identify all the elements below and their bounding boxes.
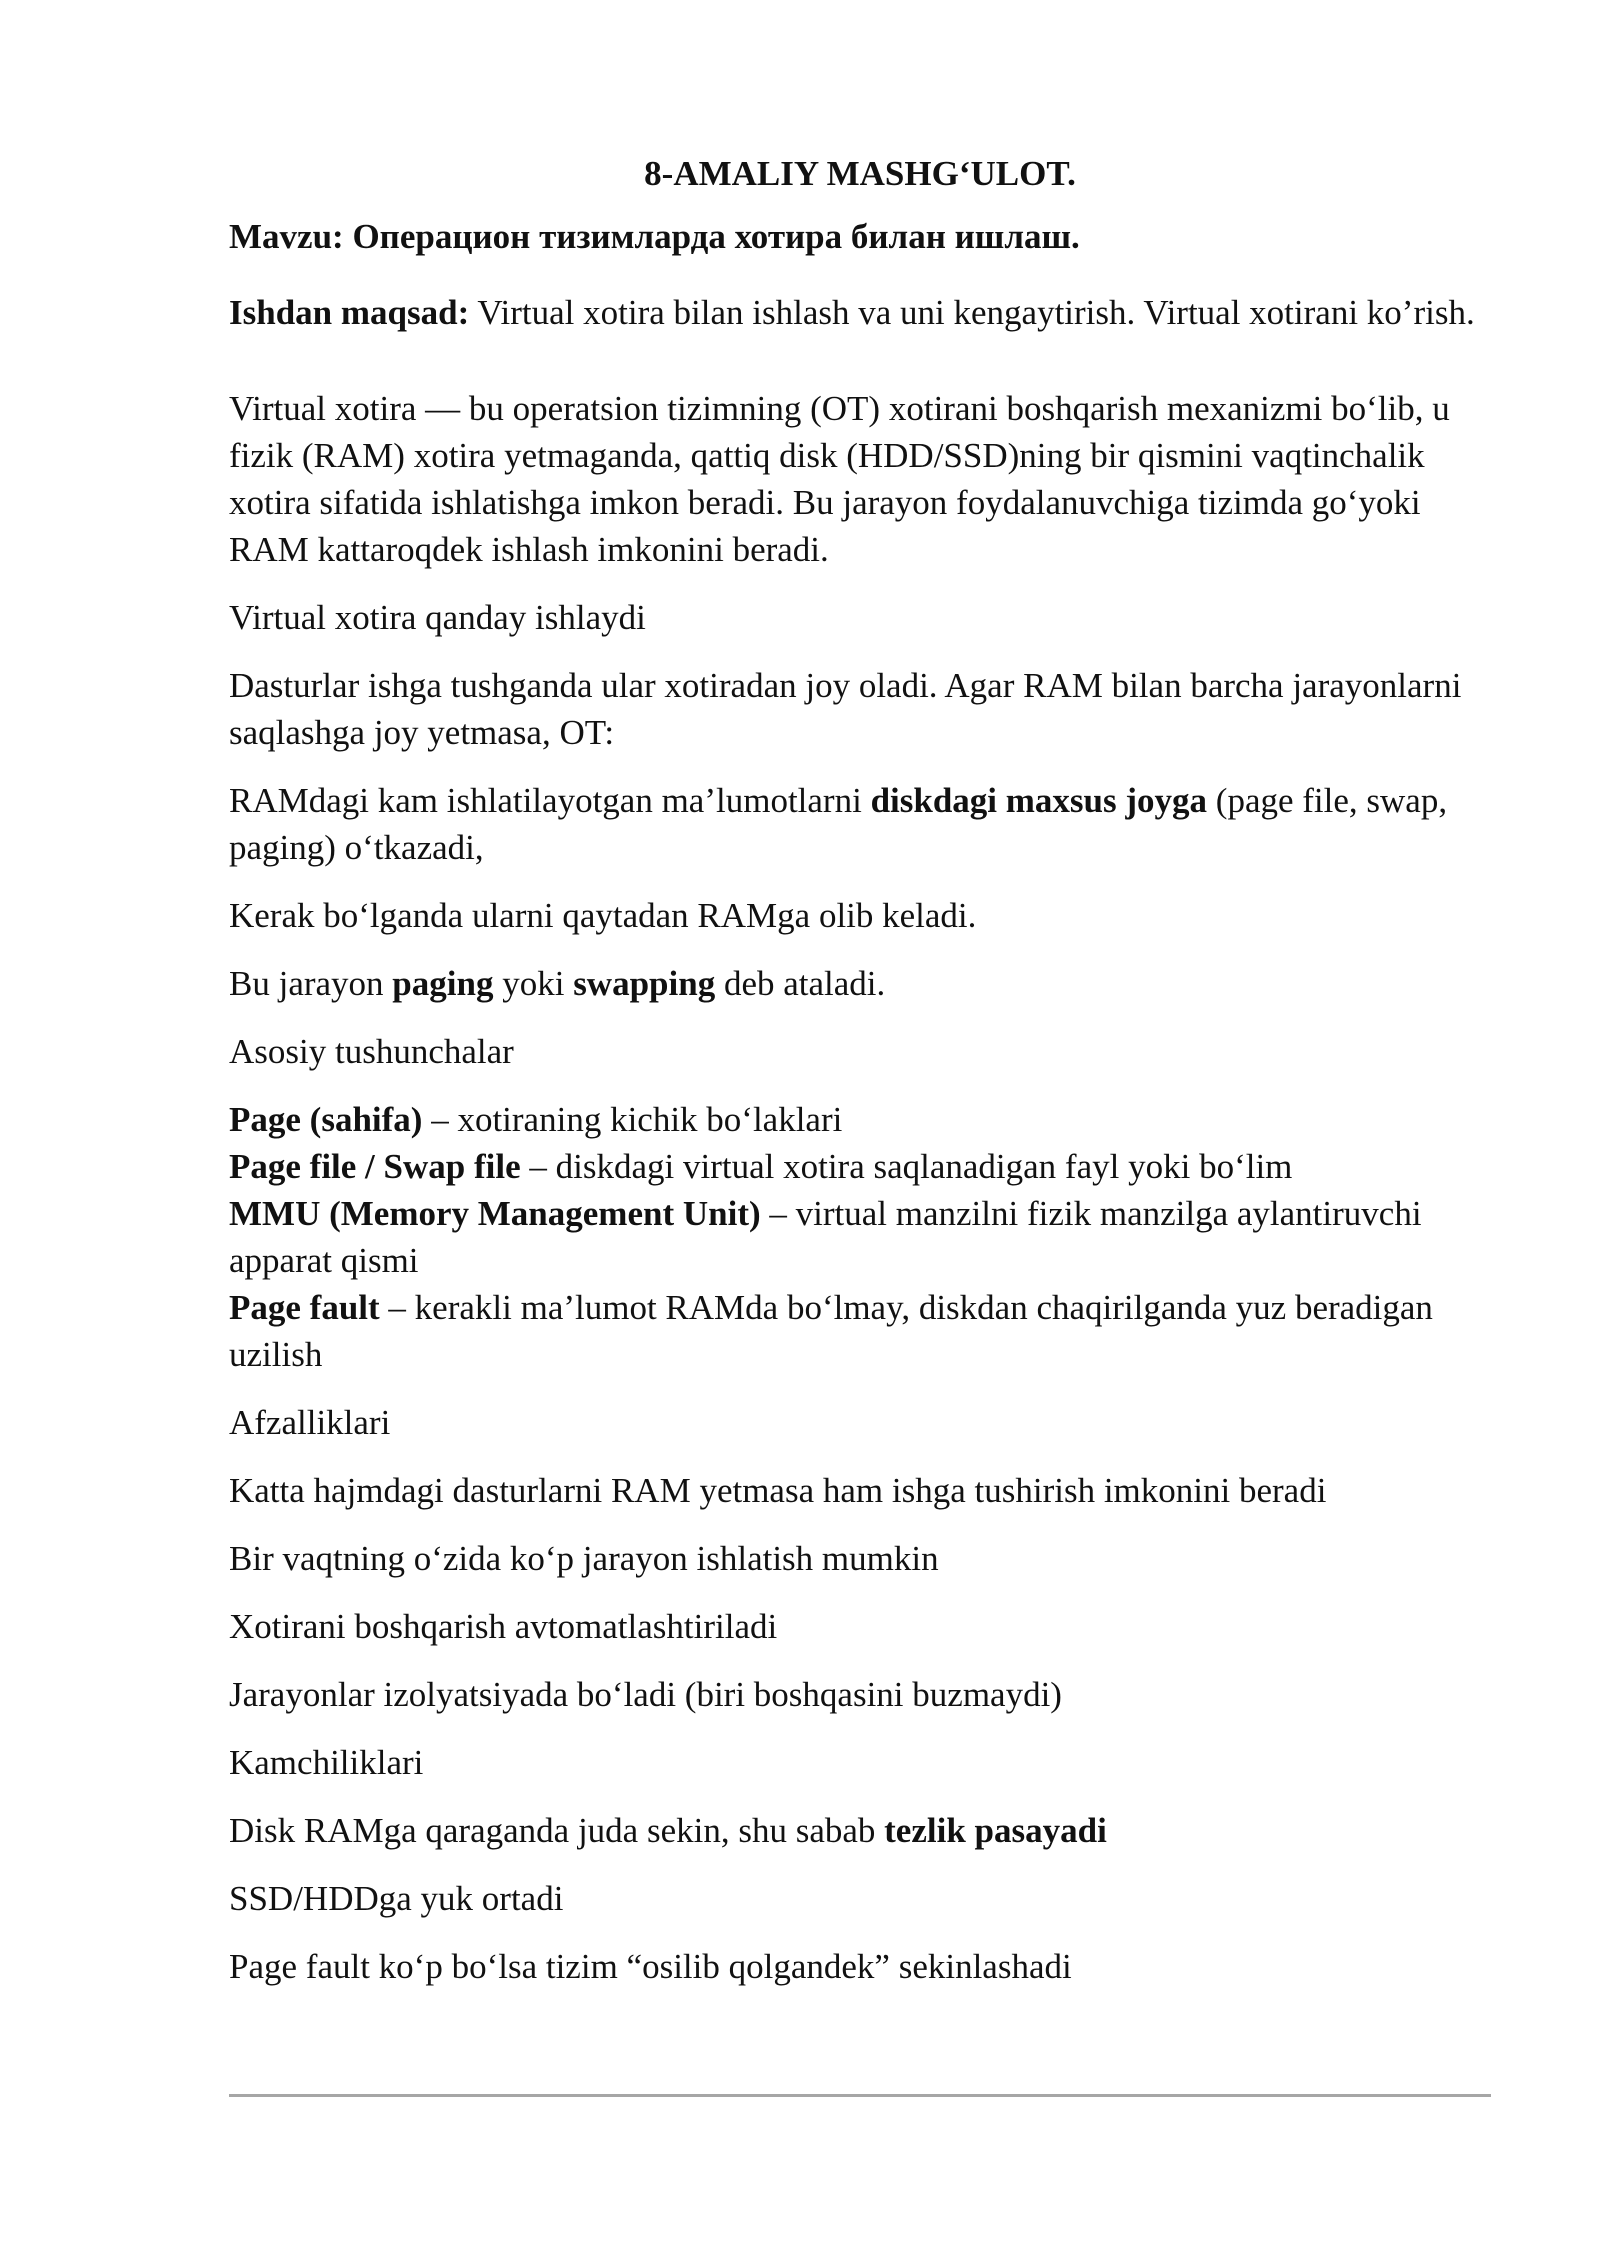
how-paragraph: Dasturlar ishga tushganda ular xotiradan joy oladi. Agar RAM bilan barcha jarayonlarni saqlashga joy yetmasa, OT: xyxy=(229,666,1462,752)
document-body xyxy=(229,150,1491,2011)
concept-term: Page fault xyxy=(229,1288,380,1327)
step-3 xyxy=(229,960,1491,1007)
aim-paragraph xyxy=(229,281,1491,345)
concept-item xyxy=(229,1143,1491,1190)
disadvantage-item: Page fault ko‘p bo‘lsa tizim “osilib qolgandek” sekinlashadi xyxy=(229,1947,1072,1986)
step-1-text: RAMdagi kam ishlatilayotgan ma’lumotlarni xyxy=(229,781,871,820)
concept-definition: – xotiraning kichik bo‘laklari xyxy=(422,1100,843,1139)
how-heading: Virtual xotira qanday ishlaydi xyxy=(229,598,646,637)
advantage-item: Xotirani boshqarish avtomatlashtiriladi xyxy=(229,1607,778,1646)
disadvantage-bold: tezlik pasayadi xyxy=(884,1811,1107,1850)
topic-label: Mavzu: xyxy=(229,217,353,256)
step-3-text-end: deb ataladi. xyxy=(715,964,886,1003)
step-1-text-end: (page file, swap, paging) o‘tkazadi, xyxy=(229,781,1448,867)
step-1 xyxy=(229,777,1491,871)
horizontal-rule xyxy=(229,2094,1491,2097)
step-3-bold-swapping: swapping xyxy=(573,964,716,1003)
concept-definition: – kerakli ma’lumot RAMda bo‘lmay, diskdan chaqirilganda yuz beradigan uzilish xyxy=(229,1288,1433,1374)
advantage-item: Jarayonlar izolyatsiyada bo‘ladi (biri boshqasini buzmaydi) xyxy=(229,1675,1062,1714)
disadvantage-item: SSD/HDDga yuk ortadi xyxy=(229,1879,564,1918)
concept-item xyxy=(229,1096,1491,1143)
step-1-bold: diskdagi maxsus joyga xyxy=(870,781,1208,820)
concept-item xyxy=(229,1284,1491,1378)
intro-paragraph: Virtual xotira — bu operatsion tizimning (OT) xotirani boshqarish mexanizmi bo‘lib, u fizik (RAM) xotira yetmaganda, qattiq disk (HDD/SSD)ning bir qismini vaqtinchalik xotira sifatida ishlatishga imkon beradi. Bu jarayon foydalanuvchiga tizimda go‘yoki RAM kattaroqdek ishlash imkonini beradi. xyxy=(229,389,1450,569)
disadvantage-item xyxy=(229,1807,1491,1854)
concept-term: MMU (Memory Management Unit) xyxy=(229,1194,761,1233)
concept-term: Page (sahifa) xyxy=(229,1100,423,1139)
step-3-text: Bu jarayon xyxy=(229,964,393,1003)
advantages-heading: Afzalliklari xyxy=(229,1403,391,1442)
topic-text: Операцион тизимларда хотира билан ишлаш. xyxy=(352,217,1080,256)
step-2: Kerak bo‘lganda ularni qaytadan RAMga olib keladi. xyxy=(229,896,977,935)
step-3-bold-paging: paging xyxy=(392,964,494,1003)
disadvantages-heading: Kamchiliklari xyxy=(229,1743,424,1782)
aim-label: Ishdan maqsad: xyxy=(229,293,470,332)
concept-definition: – diskdagi virtual xotira saqlanadigan fayl yoki bo‘lim xyxy=(520,1147,1293,1186)
disadvantage-text: Disk RAMga qaraganda juda sekin, shu sabab xyxy=(229,1811,885,1850)
concept-definition: – virtual manzilni fizik manzilga aylantiruvchi apparat qismi xyxy=(229,1194,1422,1280)
concept-term: Page file / Swap file xyxy=(229,1147,521,1186)
concepts-list xyxy=(229,1096,1491,1378)
advantage-item: Bir vaqtning o‘zida ko‘p jarayon ishlatish mumkin xyxy=(229,1539,939,1578)
step-3-text-mid: yoki xyxy=(493,964,574,1003)
advantage-item: Katta hajmdagi dasturlarni RAM yetmasa ham ishga tushirish imkonini beradi xyxy=(229,1471,1327,1510)
concept-item xyxy=(229,1190,1491,1284)
topic-line xyxy=(229,213,1491,260)
aim-text: Virtual xotira bilan ishlash va uni kengaytirish. Virtual xotirani ko’rish. xyxy=(469,293,1475,332)
page-title: 8-AMALIY MASHG‘ULOT. xyxy=(644,154,1076,193)
concepts-heading: Asosiy tushunchalar xyxy=(229,1032,514,1071)
